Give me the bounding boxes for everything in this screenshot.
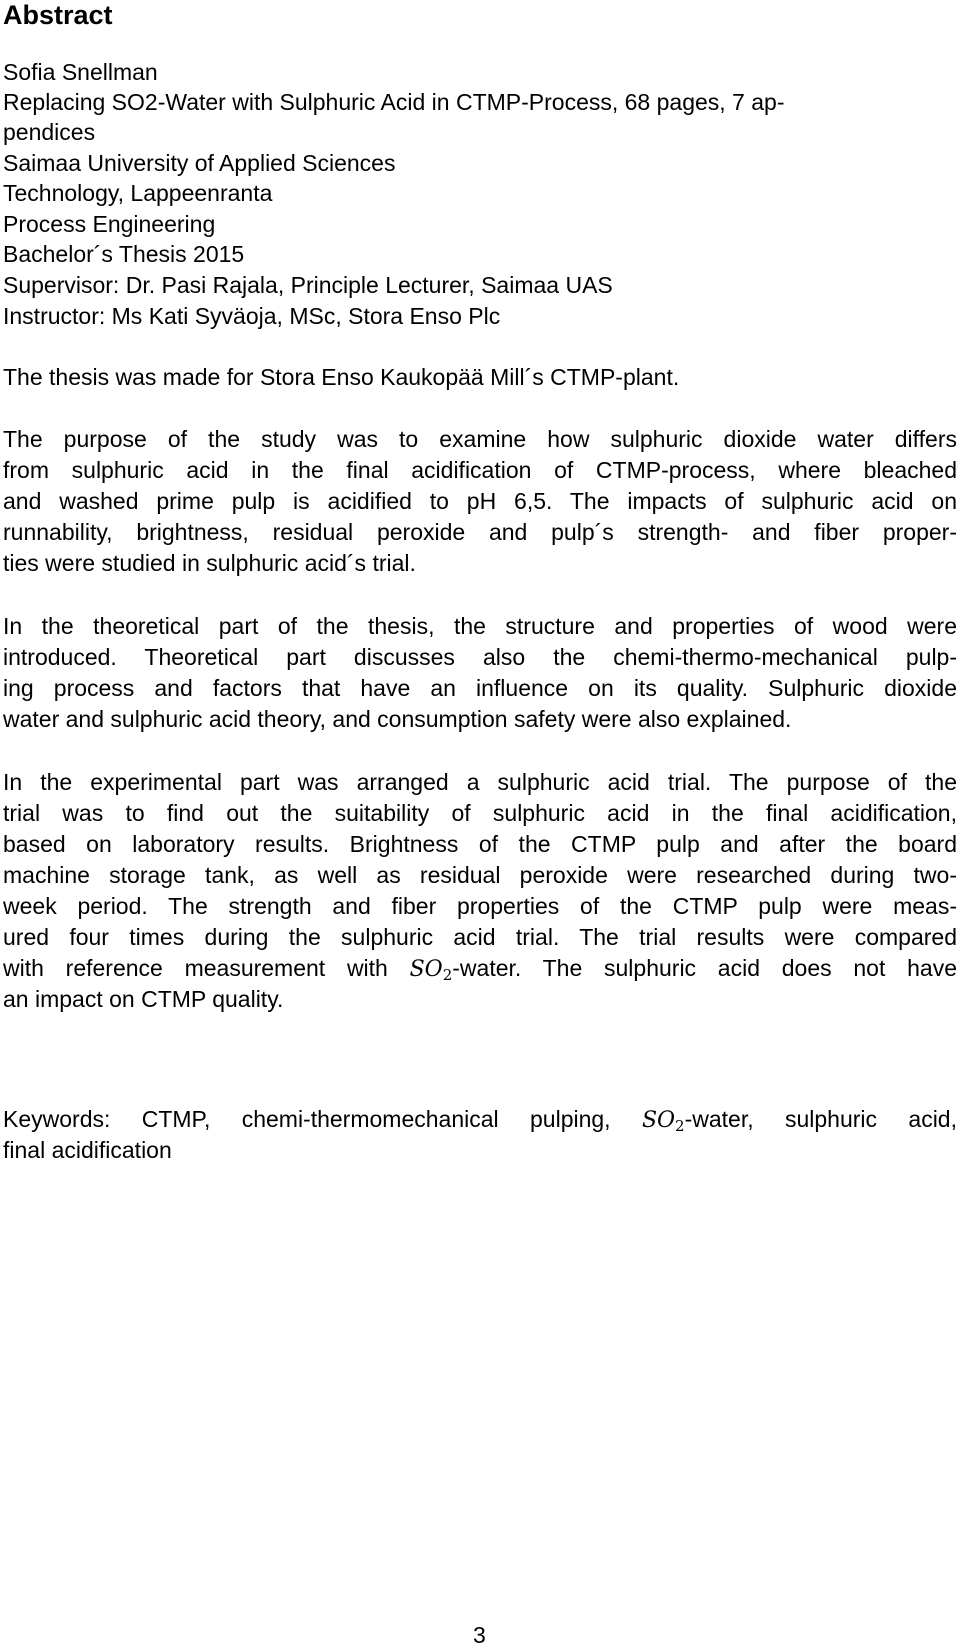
thesis-type: Bachelor´s Thesis 2015 <box>3 241 245 267</box>
commissioner-line: The thesis was made for Stora Enso Kaukopää Mill´s CTMP-plant. <box>3 364 680 390</box>
abstract-paragraph-line: ties were studied in sulphuric acid´s trial. <box>3 550 416 576</box>
abstract-paragraph-line: The purpose of the study was to examine how sulphuric dioxide water differs <box>3 426 957 452</box>
abstract-paragraph-line: and washed prime pulp is acidified to pH 6,5. The impacts of sulphuric acid on <box>3 488 957 514</box>
theory-paragraph-line: In the theoretical part of the thesis, the structure and properties of wood were <box>3 613 957 639</box>
experimental-paragraph-line: In the experimental part was arranged a sulphuric acid trial. The purpose of the <box>3 769 957 795</box>
university-name: Saimaa University of Applied Sciences <box>3 150 396 176</box>
keywords-line: final acidification <box>3 1137 172 1163</box>
so2-formula <box>642 1108 685 1133</box>
so2-subscript: 2 <box>675 1117 685 1135</box>
supervisor: Supervisor: Dr. Pasi Rajala, Principle Lecturer, Saimaa UAS <box>3 272 613 298</box>
page-number: 3 <box>473 1622 486 1648</box>
theory-paragraph-line: ing process and factors that have an influence on its quality. Sulphuric dioxide <box>3 675 957 701</box>
so2-formula <box>410 957 453 982</box>
experimental-paragraph-line: week period. The strength and fiber properties of the CTMP pulp were meas- <box>3 893 957 919</box>
thesis-title-line: Replacing SO2-Water with Sulphuric Acid in CTMP-Process, 68 pages, 7 ap- <box>3 89 785 115</box>
theory-paragraph-line: introduced. Theoretical part discusses also the chemi-thermo-mechanical pulp- <box>3 644 957 670</box>
author-name: Sofia Snellman <box>3 59 158 85</box>
experimental-paragraph-line: based on laboratory results. Brightness of the CTMP pulp and after the board <box>3 831 957 857</box>
instructor: Instructor: Ms Kati Syväoja, MSc, Stora Enso Plc <box>3 303 501 329</box>
line-text: Keywords: CTMP, chemi-thermomechanical pulping, <box>3 1106 642 1132</box>
faculty: Technology, Lappeenranta <box>3 180 273 206</box>
so2-subscript: 2 <box>442 966 453 984</box>
so2-base: SO <box>641 1108 676 1133</box>
theory-paragraph-line: water and sulphuric acid theory, and consumption safety were also explained. <box>3 706 792 732</box>
degree-programme: Process Engineering <box>3 211 216 237</box>
thesis-title-line: pendices <box>3 119 96 145</box>
line-text: with reference measurement with <box>3 955 410 981</box>
line-text: -water. The sulphuric acid does not have <box>452 955 957 981</box>
abstract-paragraph-line: runnability, brightness, residual peroxide and pulp´s strength- and fiber proper- <box>3 519 957 545</box>
experimental-paragraph-line: an impact on CTMP quality. <box>3 986 284 1012</box>
experimental-paragraph-line: trial was to find out the suitability of sulphuric acid in the final acidification, <box>3 800 957 826</box>
abstract-paragraph-line: from sulphuric acid in the final acidification of CTMP-process, where bleached <box>3 457 957 483</box>
experimental-paragraph-line: machine storage tank, as well as residual peroxide were researched during two- <box>3 862 957 888</box>
so2-base: SO <box>409 957 443 982</box>
page-title: Abstract <box>3 0 113 30</box>
experimental-paragraph-line: ured four times during the sulphuric acid trial. The trial results were compared <box>3 924 957 950</box>
line-text: -water, sulphuric acid, <box>684 1106 957 1132</box>
